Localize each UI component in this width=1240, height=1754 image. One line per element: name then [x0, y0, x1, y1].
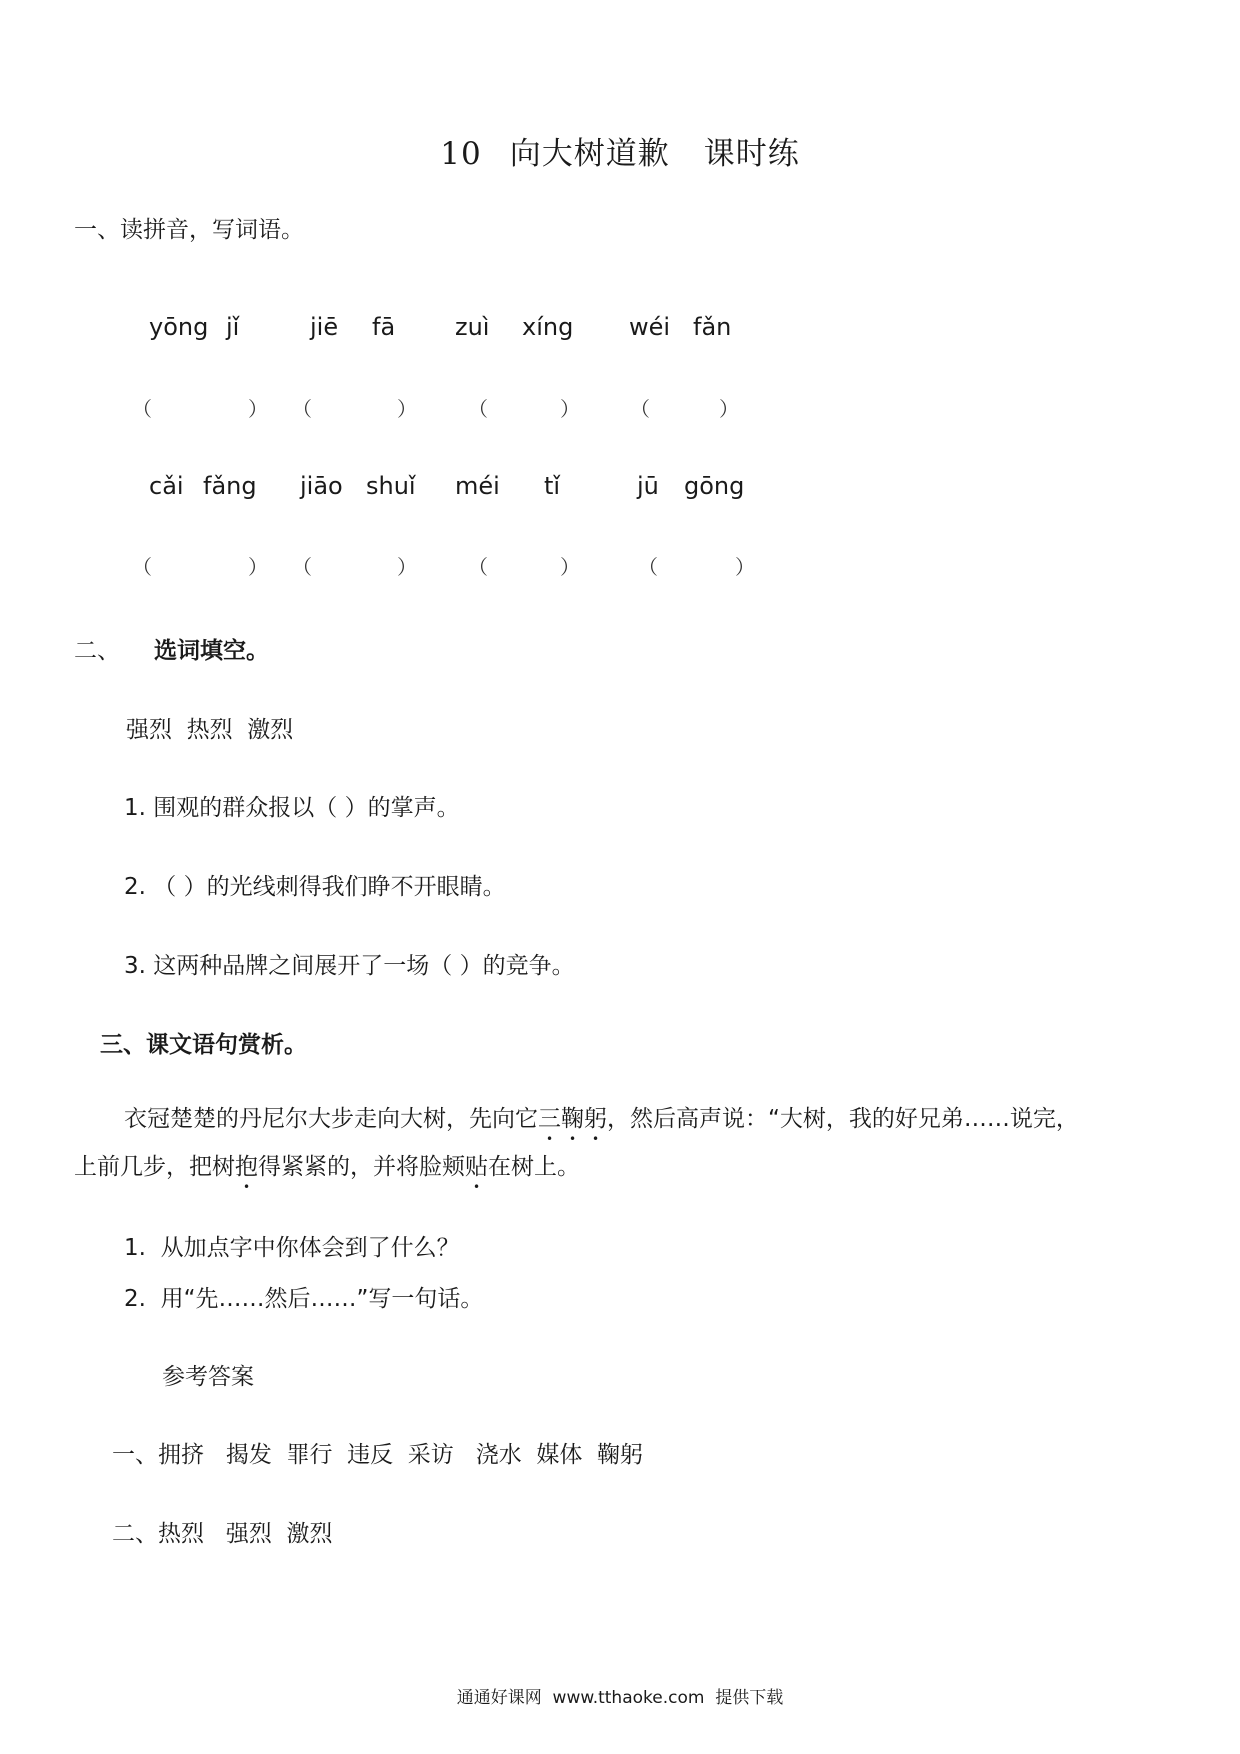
answer-blank-open: （ — [132, 397, 152, 421]
answer-blank-close: ） — [248, 555, 268, 579]
answer-blank-open: （ — [630, 397, 650, 421]
answer-blank-close: ） — [248, 397, 268, 421]
pinyin: wéi — [629, 313, 671, 341]
pinyin: jiāo — [300, 472, 343, 500]
passage-text: ，然后高声说：“大树，我的好兄弟……说完， — [607, 1106, 1079, 1132]
section2-heading — [74, 632, 269, 665]
dotted-words: 三鞠躬 — [538, 1106, 607, 1132]
passage-text: 上前几步，把树 — [74, 1154, 235, 1180]
page-title — [0, 128, 1240, 173]
pinyin: jiē — [310, 313, 339, 341]
answer-blank-close: ） — [735, 555, 755, 579]
answer-line-2: 二、热烈 强烈 激烈 — [112, 1521, 333, 1547]
pinyin: gōng — [684, 472, 745, 500]
answer-blank-close: ） — [560, 397, 580, 421]
section2-heading-number: 二、 — [74, 638, 120, 664]
pinyin: cǎi — [149, 472, 184, 500]
answer-blank-close: ） — [560, 555, 580, 579]
pinyin: shuǐ — [366, 472, 416, 500]
pinyin: fǎn — [693, 313, 732, 341]
passage-text: 衣冠楚楚的丹尼尔大步走向大树，先向它 — [124, 1106, 538, 1132]
section2-heading-text: 选词填空。 — [154, 638, 269, 664]
lesson-name: 向大树道歉 — [509, 136, 670, 172]
fill-item: 2. （ ）的光线刺得我们睁不开眼睛。 — [124, 874, 506, 900]
footer-credit: 通通好课网 www.tthaoke.com 提供下载 — [456, 1688, 784, 1708]
lesson-number: 10 — [440, 136, 482, 172]
answer-blank-open: （ — [468, 397, 488, 421]
section3-heading: 三、课文语句赏析。 — [100, 1032, 307, 1058]
pinyin: méi — [455, 472, 500, 500]
word-options: 强烈 热烈 激烈 — [126, 717, 294, 743]
answer-blank-open: （ — [638, 555, 658, 579]
pinyin: xíng — [522, 313, 574, 341]
answer-line-1: 一、拥挤 揭发 罪行 违反 采访 浇水 媒体 鞠躬 — [112, 1442, 643, 1468]
answer-blank-open: （ — [468, 555, 488, 579]
pinyin: yōng — [149, 313, 209, 341]
answer-blank-open: （ — [132, 555, 152, 579]
answer-blank-close: ） — [397, 555, 417, 579]
pinyin: jū — [637, 472, 659, 500]
dotted-word: 贴 — [465, 1154, 488, 1180]
pinyin: jǐ — [226, 313, 240, 341]
answer-blank-open: （ — [292, 555, 312, 579]
section1-heading: 一、读拼音，写词语。 — [74, 217, 304, 243]
pinyin: fā — [372, 313, 396, 341]
pinyin: fǎng — [203, 472, 257, 500]
answer-blank-close: ） — [397, 397, 417, 421]
dotted-word: 抱 — [235, 1154, 258, 1180]
passage-text: 得紧紧的，并将脸颊 — [258, 1154, 465, 1180]
passage-text: 在树上。 — [488, 1154, 580, 1180]
answer-blank-open: （ — [292, 397, 312, 421]
fill-item: 1. 围观的群众报以（ ）的掌声。 — [124, 795, 460, 821]
question: 1. 从加点字中你体会到了什么？ — [124, 1235, 460, 1261]
lesson-type: 课时练 — [703, 136, 800, 172]
passage-line-1 — [124, 1100, 1079, 1146]
passage-line-2 — [74, 1148, 580, 1194]
fill-item: 3. 这两种品牌之间展开了一场（ ）的竞争。 — [124, 953, 575, 979]
pinyin: tǐ — [544, 472, 561, 500]
answers-heading: 参考答案 — [162, 1364, 254, 1390]
question: 2. 用“先……然后……”写一句话。 — [124, 1286, 484, 1312]
pinyin: zuì — [455, 313, 490, 341]
answer-blank-close: ） — [719, 397, 739, 421]
